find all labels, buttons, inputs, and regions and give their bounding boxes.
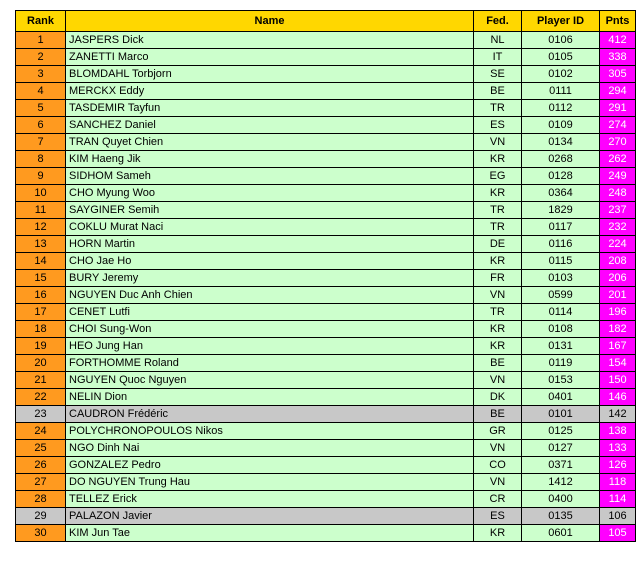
player-name-cell: FORTHOMME Roland	[66, 355, 474, 372]
player-id-cell: 0103	[522, 270, 600, 287]
player-name-cell: SIDHOM Sameh	[66, 168, 474, 185]
table-row	[16, 32, 636, 49]
table-row	[16, 304, 636, 321]
rank-cell: 17	[16, 304, 66, 321]
rank-cell: 24	[16, 423, 66, 440]
table-row	[16, 253, 636, 270]
player-id-cell: 0371	[522, 457, 600, 474]
rank-cell: 27	[16, 474, 66, 491]
table-row	[16, 355, 636, 372]
federation-cell: DE	[474, 236, 522, 253]
federation-cell: KR	[474, 338, 522, 355]
rank-cell: 15	[16, 270, 66, 287]
rank-cell: 8	[16, 151, 66, 168]
rank-cell: 11	[16, 202, 66, 219]
rank-cell: 20	[16, 355, 66, 372]
header-points[interactable]: Pnts	[600, 11, 636, 32]
rank-cell: 4	[16, 83, 66, 100]
points-cell: 274	[600, 117, 636, 134]
table-row	[16, 66, 636, 83]
table-row	[16, 423, 636, 440]
rank-cell: 2	[16, 49, 66, 66]
rank-cell: 29	[16, 508, 66, 525]
rank-cell: 5	[16, 100, 66, 117]
table-body	[16, 32, 636, 542]
points-cell: 138	[600, 423, 636, 440]
federation-cell: KR	[474, 151, 522, 168]
player-name-cell: CAUDRON Frédéric	[66, 406, 474, 423]
table-row	[16, 134, 636, 151]
player-name-cell: NGUYEN Quoc Nguyen	[66, 372, 474, 389]
federation-cell: KR	[474, 525, 522, 542]
table-row	[16, 151, 636, 168]
federation-cell: VN	[474, 474, 522, 491]
federation-cell: SE	[474, 66, 522, 83]
federation-cell: TR	[474, 100, 522, 117]
points-cell: 146	[600, 389, 636, 406]
ranking-table-container	[15, 10, 636, 542]
points-cell: 196	[600, 304, 636, 321]
player-id-cell: 0116	[522, 236, 600, 253]
player-name-cell: DO NGUYEN Trung Hau	[66, 474, 474, 491]
table-row	[16, 440, 636, 457]
header-name[interactable]: Name	[66, 11, 474, 32]
points-cell: 182	[600, 321, 636, 338]
player-name-cell: HORN Martin	[66, 236, 474, 253]
player-id-cell: 0134	[522, 134, 600, 151]
player-id-cell: 0135	[522, 508, 600, 525]
federation-cell: VN	[474, 440, 522, 457]
table-header-row	[16, 11, 636, 32]
rank-cell: 26	[16, 457, 66, 474]
federation-cell: GR	[474, 423, 522, 440]
player-name-cell: CHO Myung Woo	[66, 185, 474, 202]
player-name-cell: SAYGINER Semih	[66, 202, 474, 219]
federation-cell: BE	[474, 83, 522, 100]
table-row	[16, 219, 636, 236]
table-row	[16, 287, 636, 304]
table-row	[16, 508, 636, 525]
table-row	[16, 168, 636, 185]
table-row	[16, 185, 636, 202]
player-name-cell: TELLEZ Erick	[66, 491, 474, 508]
player-id-cell: 0268	[522, 151, 600, 168]
points-cell: 142	[600, 406, 636, 423]
federation-cell: FR	[474, 270, 522, 287]
player-id-cell: 0128	[522, 168, 600, 185]
rank-cell: 23	[16, 406, 66, 423]
points-cell: 248	[600, 185, 636, 202]
points-cell: 305	[600, 66, 636, 83]
player-name-cell: JASPERS Dick	[66, 32, 474, 49]
player-name-cell: TRAN Quyet Chien	[66, 134, 474, 151]
rank-cell: 21	[16, 372, 66, 389]
federation-cell: NL	[474, 32, 522, 49]
table-row	[16, 474, 636, 491]
table-row	[16, 202, 636, 219]
player-name-cell: TASDEMIR Tayfun	[66, 100, 474, 117]
points-cell: 294	[600, 83, 636, 100]
player-id-cell: 0364	[522, 185, 600, 202]
player-name-cell: NELIN Dion	[66, 389, 474, 406]
rank-cell: 16	[16, 287, 66, 304]
points-cell: 167	[600, 338, 636, 355]
federation-cell: TR	[474, 219, 522, 236]
points-cell: 114	[600, 491, 636, 508]
rank-cell: 1	[16, 32, 66, 49]
federation-cell: KR	[474, 185, 522, 202]
points-cell: 224	[600, 236, 636, 253]
rank-cell: 3	[16, 66, 66, 83]
federation-cell: TR	[474, 202, 522, 219]
player-name-cell: NGO Dinh Nai	[66, 440, 474, 457]
player-name-cell: BLOMDAHL Torbjorn	[66, 66, 474, 83]
header-fed[interactable]: Fed.	[474, 11, 522, 32]
player-id-cell: 0109	[522, 117, 600, 134]
player-name-cell: GONZALEZ Pedro	[66, 457, 474, 474]
points-cell: 206	[600, 270, 636, 287]
rank-cell: 30	[16, 525, 66, 542]
federation-cell: KR	[474, 321, 522, 338]
points-cell: 126	[600, 457, 636, 474]
player-name-cell: CHOI Sung-Won	[66, 321, 474, 338]
points-cell: 237	[600, 202, 636, 219]
table-row	[16, 236, 636, 253]
player-name-cell: SANCHEZ Daniel	[66, 117, 474, 134]
player-id-cell: 0106	[522, 32, 600, 49]
federation-cell: KR	[474, 253, 522, 270]
player-id-cell: 0599	[522, 287, 600, 304]
player-id-cell: 0601	[522, 525, 600, 542]
rank-cell: 22	[16, 389, 66, 406]
player-name-cell: KIM Jun Tae	[66, 525, 474, 542]
federation-cell: BE	[474, 355, 522, 372]
points-cell: 105	[600, 525, 636, 542]
player-id-cell: 0102	[522, 66, 600, 83]
table-row	[16, 406, 636, 423]
rank-cell: 7	[16, 134, 66, 151]
player-id-cell: 0117	[522, 219, 600, 236]
player-name-cell: CHO Jae Ho	[66, 253, 474, 270]
table-row	[16, 100, 636, 117]
rank-cell: 28	[16, 491, 66, 508]
rank-cell: 6	[16, 117, 66, 134]
header-rank[interactable]: Rank	[16, 11, 66, 32]
points-cell: 412	[600, 32, 636, 49]
table-row	[16, 83, 636, 100]
rank-cell: 18	[16, 321, 66, 338]
rank-cell: 13	[16, 236, 66, 253]
player-name-cell: HEO Jung Han	[66, 338, 474, 355]
player-id-cell: 0112	[522, 100, 600, 117]
player-id-cell: 0153	[522, 372, 600, 389]
table-row	[16, 525, 636, 542]
federation-cell: ES	[474, 117, 522, 134]
federation-cell: VN	[474, 287, 522, 304]
player-name-cell: BURY Jeremy	[66, 270, 474, 287]
table-row	[16, 457, 636, 474]
table-row	[16, 389, 636, 406]
player-name-cell: CENET Lutfi	[66, 304, 474, 321]
table-row	[16, 270, 636, 287]
federation-cell: CR	[474, 491, 522, 508]
player-name-cell: MERCKX Eddy	[66, 83, 474, 100]
player-id-cell: 0105	[522, 49, 600, 66]
rank-cell: 9	[16, 168, 66, 185]
points-cell: 249	[600, 168, 636, 185]
player-name-cell: ZANETTI Marco	[66, 49, 474, 66]
federation-cell: CO	[474, 457, 522, 474]
points-cell: 291	[600, 100, 636, 117]
player-id-cell: 0127	[522, 440, 600, 457]
player-id-cell: 0115	[522, 253, 600, 270]
federation-cell: BE	[474, 406, 522, 423]
player-id-cell: 0114	[522, 304, 600, 321]
player-id-cell: 0111	[522, 83, 600, 100]
points-cell: 150	[600, 372, 636, 389]
player-id-cell: 0119	[522, 355, 600, 372]
player-id-cell: 0400	[522, 491, 600, 508]
points-cell: 262	[600, 151, 636, 168]
points-cell: 201	[600, 287, 636, 304]
player-name-cell: KIM Haeng Jik	[66, 151, 474, 168]
points-cell: 232	[600, 219, 636, 236]
points-cell: 154	[600, 355, 636, 372]
player-name-cell: PALAZON Javier	[66, 508, 474, 525]
header-player-id[interactable]: Player ID	[522, 11, 600, 32]
points-cell: 118	[600, 474, 636, 491]
player-name-cell: NGUYEN Duc Anh Chien	[66, 287, 474, 304]
rank-cell: 19	[16, 338, 66, 355]
player-name-cell: COKLU Murat Naci	[66, 219, 474, 236]
federation-cell: VN	[474, 134, 522, 151]
table-row	[16, 49, 636, 66]
points-cell: 106	[600, 508, 636, 525]
player-id-cell: 1829	[522, 202, 600, 219]
federation-cell: IT	[474, 49, 522, 66]
table-row	[16, 117, 636, 134]
points-cell: 270	[600, 134, 636, 151]
federation-cell: VN	[474, 372, 522, 389]
points-cell: 133	[600, 440, 636, 457]
table-row	[16, 491, 636, 508]
player-id-cell: 0125	[522, 423, 600, 440]
player-id-cell: 0401	[522, 389, 600, 406]
federation-cell: TR	[474, 304, 522, 321]
federation-cell: ES	[474, 508, 522, 525]
federation-cell: EG	[474, 168, 522, 185]
rank-cell: 25	[16, 440, 66, 457]
rank-cell: 10	[16, 185, 66, 202]
player-name-cell: POLYCHRONOPOULOS Nikos	[66, 423, 474, 440]
table-row	[16, 372, 636, 389]
federation-cell: DK	[474, 389, 522, 406]
rank-cell: 12	[16, 219, 66, 236]
table-row	[16, 321, 636, 338]
player-id-cell: 0131	[522, 338, 600, 355]
player-id-cell: 0108	[522, 321, 600, 338]
points-cell: 208	[600, 253, 636, 270]
points-cell: 338	[600, 49, 636, 66]
rank-cell: 14	[16, 253, 66, 270]
table-row	[16, 338, 636, 355]
ranking-table	[15, 10, 636, 542]
player-id-cell: 1412	[522, 474, 600, 491]
player-id-cell: 0101	[522, 406, 600, 423]
